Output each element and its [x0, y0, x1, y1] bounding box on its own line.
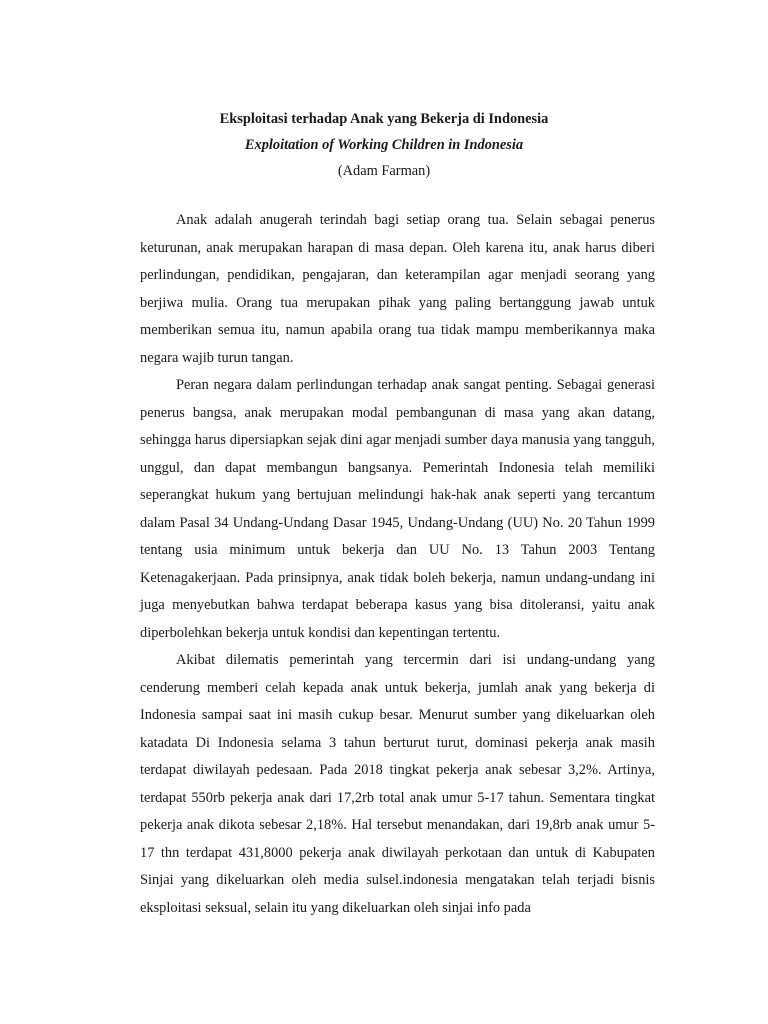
paragraph-1: Anak adalah anugerah terindah bagi setiap orang tua. Selain sebagai penerus keturunan, anak merupakan harapan di masa depan. Oleh karena itu, anak harus diberi perlindungan, pendidikan, pengajaran, dan keterampilan agar menjadi seorang yang berjiwa mulia. Orang tua merupakan pihak yang paling bertanggung jawab untuk memberikan semua itu, namun apabila orang tua tidak mampu memberikannya maka negara wajib turun tangan.: [140, 212, 655, 366]
paragraph-2: Peran negara dalam perlindungan terhadap anak sangat penting. Sebagai generasi penerus bangsa, anak merupakan modal pembangunan di masa yang akan datang, sehingga harus dipersiapkan sejak dini agar menjadi sumber daya manusia yang tangguh, unggul, dan dapat membangun bangsanya. Pemerintah Indonesia telah memiliki seperangkat hukum yang bertujuan melindungi hak-hak anak seperti yang tercantum dalam Pasal 34 Undang-Undang Dasar 1945, Undang-Undang (UU) No. 20 Tahun 1999 tentang usia minimum untuk bekerja dan UU No. 13 Tahun 2003 Tentang Ketenagakerjaan. Pada prinsipnya, anak tidak boleh bekerja, namun undang-undang ini juga menyebutkan bahwa terdapat beberapa kasus yang bisa ditoleransi, yaitu anak diperbolehkan bekerja untuk kondisi dan kepentingan tertentu.: [140, 377, 655, 641]
document-body: [140, 207, 655, 922]
document-title: Eksploitasi terhadap Anak yang Bekerja di Indonesia: [219, 111, 549, 127]
document-author: (Adam Farman): [337, 163, 431, 179]
paragraph-3: Akibat dilematis pemerintah yang tercermin dari isi undang-undang yang cenderung memberi celah kepada anak untuk bekerja, jumlah anak yang bekerja di Indonesia sampai saat ini masih cukup besar. Menurut sumber yang dikeluarkan oleh katadata Di Indonesia selama 3 tahun berturut turut, dominasi pekerja anak masih terdapat diwilayah pedesaan. Pada 2018 tingkat pekerja anak sebesar 3,2%. Artinya, terdapat 550rb pekerja anak dari 17,2rb total anak umur 5-17 tahun. Sementara tingkat pekerja anak dikota sebesar 2,18%. Hal tersebut menandakan, dari 19,8rb anak umur 5-17 thn terdapat 431,8000 pekerja anak diwilayah perkotaan dan untuk di Kabupaten Sinjai yang dikeluarkan oleh media sulsel.indonesia mengatakan telah terjadi bisnis eksploitasi seksual, selain itu yang dikeluarkan oleh sinjai info pada: [140, 652, 655, 916]
document-subtitle: Exploitation of Working Children in Indonesia: [244, 137, 524, 153]
title-block: [0, 106, 768, 184]
